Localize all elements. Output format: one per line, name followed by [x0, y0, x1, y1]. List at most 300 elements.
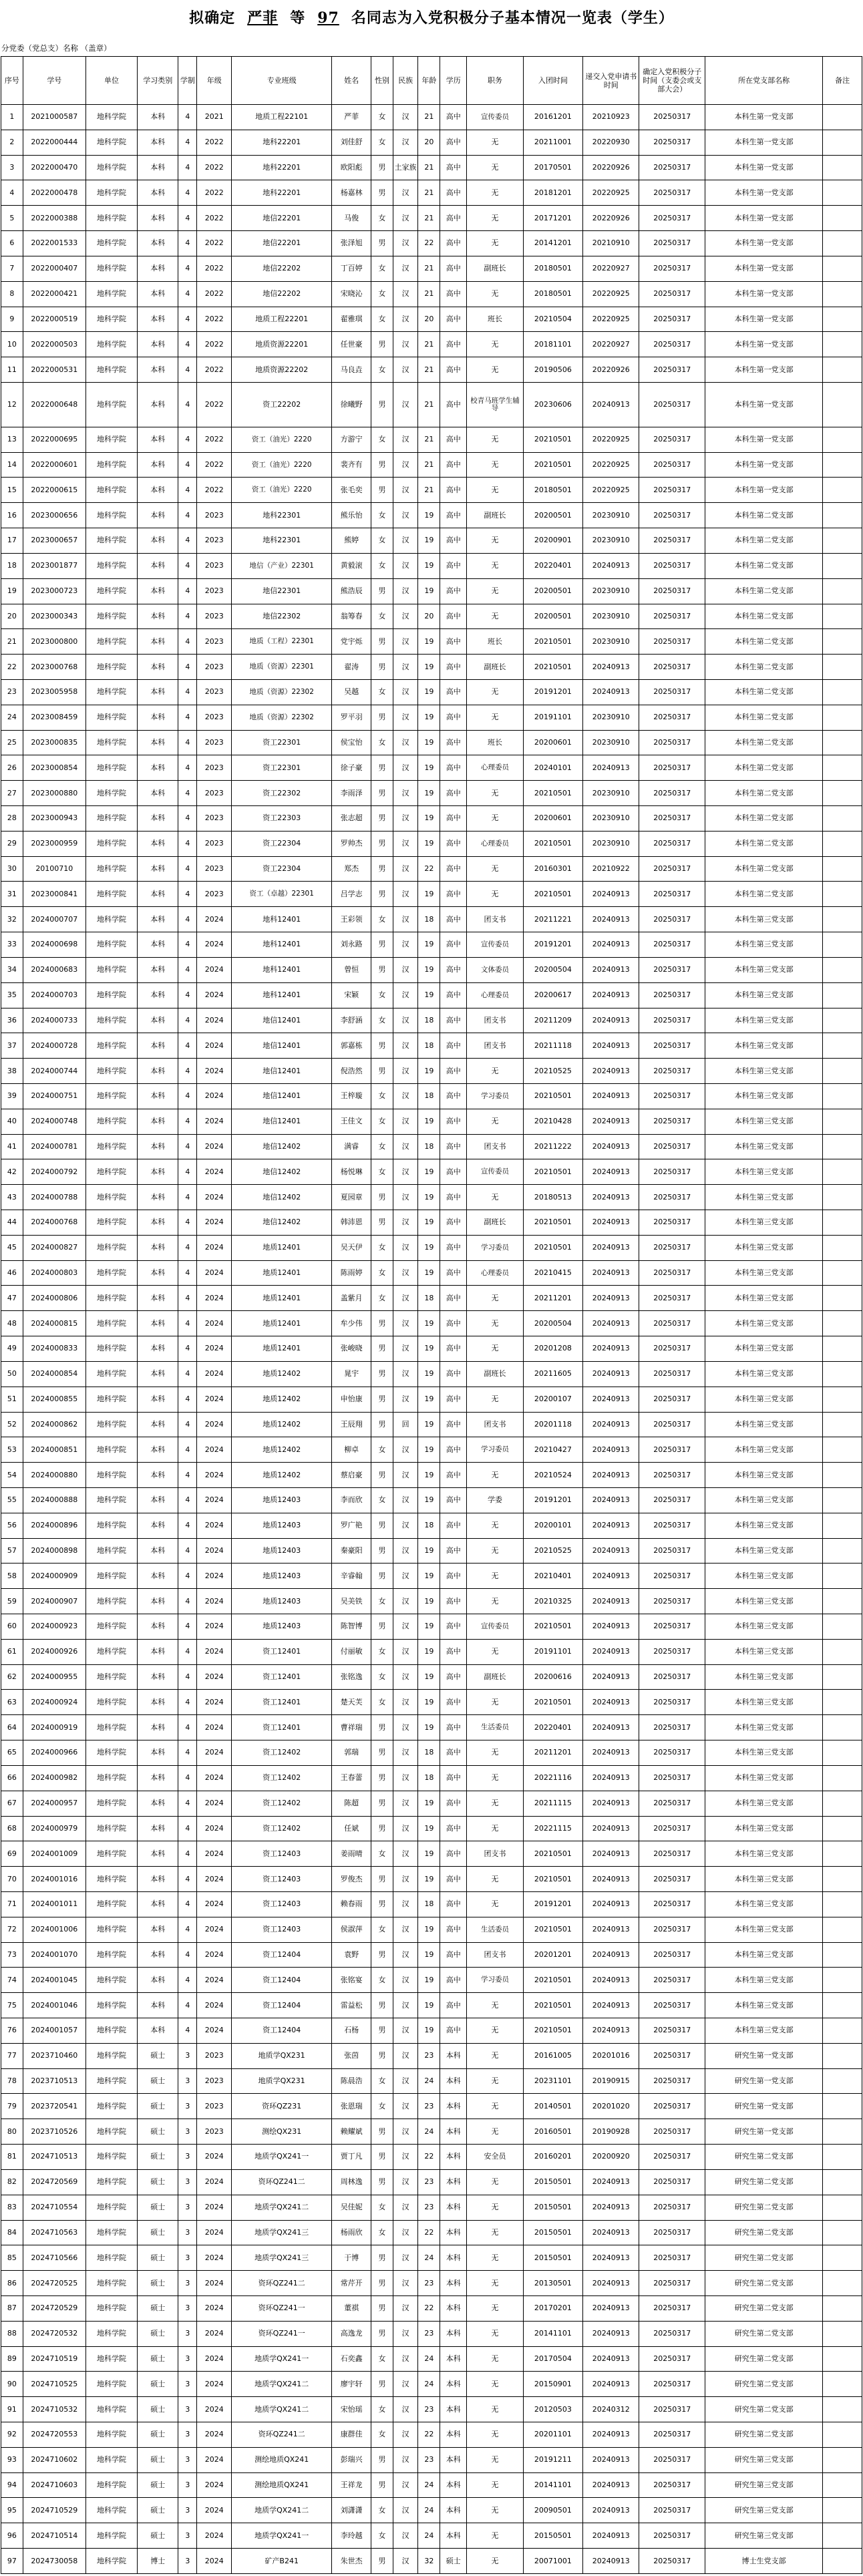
table-cell: 28	[1, 806, 23, 832]
table-cell: 20180501	[523, 281, 582, 307]
table-cell: 硕士	[138, 2447, 178, 2472]
table-cell: 本科	[138, 1765, 178, 1791]
table-cell: 汉	[393, 2169, 418, 2195]
table-row	[1, 1336, 862, 1362]
table-cell: 地科学院	[85, 231, 137, 256]
table-cell: 本科	[138, 503, 178, 528]
table-cell: 4	[178, 155, 197, 180]
table-cell: 高中	[440, 781, 467, 806]
table-cell: 66	[1, 1765, 23, 1791]
table-cell: 研究生第一党支部	[705, 2119, 823, 2145]
table-cell: 本科	[440, 2245, 467, 2271]
table-cell: 20240913	[582, 2195, 639, 2220]
table-cell: 宣传委员	[467, 932, 524, 958]
table-cell: 汉	[393, 427, 418, 452]
table-cell: 男	[371, 2447, 393, 2472]
table-cell: 2023000854	[23, 755, 85, 781]
table-cell: 20250317	[639, 180, 705, 206]
table-cell: 20250317	[639, 382, 705, 427]
table-row	[1, 105, 862, 130]
table-cell: 汉	[393, 1740, 418, 1766]
table-row	[1, 1513, 862, 1538]
table-cell: 无	[467, 1690, 524, 1715]
table-cell: 汉	[393, 882, 418, 907]
table-cell: 52	[1, 1412, 23, 1437]
table-cell: 62	[1, 1664, 23, 1690]
table-cell: 本科生第三党支部	[705, 1639, 823, 1664]
table-cell: 19	[418, 1563, 440, 1589]
table-cell: 3	[178, 2068, 197, 2094]
table-cell: 李舒涵	[332, 1008, 371, 1033]
table-cell: 地信22201	[232, 231, 332, 256]
table-row	[1, 2245, 862, 2271]
table-cell: 高中	[440, 332, 467, 357]
table-cell: 资工（油光）2220	[232, 478, 332, 503]
table-cell: 地科学院	[85, 2472, 137, 2498]
table-cell: 男	[371, 1185, 393, 1210]
table-cell: 地科学院	[85, 427, 137, 452]
table-cell: 18	[418, 1891, 440, 1917]
table-cell: 20130501	[523, 2271, 582, 2296]
table-cell: 地科学院	[85, 1210, 137, 1236]
table-cell: 20250317	[639, 1210, 705, 1236]
table-cell: 18	[418, 1083, 440, 1109]
table-cell: 4	[178, 856, 197, 882]
table-cell	[823, 1942, 862, 1968]
table-cell	[823, 105, 862, 130]
table-cell: 本科生第二党支部	[705, 679, 823, 705]
table-cell: 31	[1, 882, 23, 907]
table-cell: 申怡康	[332, 1387, 371, 1412]
table-cell: 地科学院	[85, 2447, 137, 2472]
table-cell: 杨嘉林	[332, 180, 371, 206]
table-cell: 4	[178, 932, 197, 958]
table-cell: 地信12402	[232, 1210, 332, 1236]
table-cell: 2024720553	[23, 2422, 85, 2448]
table-cell: 石奕鑫	[332, 2346, 371, 2372]
table-cell: 地科学院	[85, 1740, 137, 1766]
table-cell: 高中	[440, 1917, 467, 1942]
table-cell: 4	[178, 427, 197, 452]
table-cell: 2023008459	[23, 705, 85, 730]
table-row	[1, 1361, 862, 1387]
table-cell: 本科	[138, 856, 178, 882]
table-cell: 本科	[138, 1033, 178, 1059]
table-cell: 周林逸	[332, 2169, 371, 2195]
table-cell: 盖紫月	[332, 1286, 371, 1311]
table-cell: 本科生第二党支部	[705, 831, 823, 856]
table-cell: 20250317	[639, 1563, 705, 1589]
table-cell: 董祺	[332, 2295, 371, 2321]
table-cell: 20230910	[582, 730, 639, 755]
table-cell: 蔡启豪	[332, 1463, 371, 1488]
table-cell	[823, 503, 862, 528]
table-cell: 本科生第三党支部	[705, 1563, 823, 1589]
table-cell: 4	[178, 578, 197, 604]
table-cell: 王彩领	[332, 907, 371, 932]
table-cell: 2024	[197, 2145, 232, 2170]
table-cell: 熊婷	[332, 528, 371, 554]
table-cell: 高中	[440, 307, 467, 332]
table-cell: 硕士	[138, 2372, 178, 2397]
table-cell: 高中	[440, 1487, 467, 1513]
table-cell: 20250317	[639, 1968, 705, 1993]
table-cell: 地科学院	[85, 1891, 137, 1917]
table-cell: 本科生第三党支部	[705, 1791, 823, 1816]
table-cell: 19	[418, 1059, 440, 1084]
table-cell: 本科	[440, 2498, 467, 2523]
table-cell: 研究生第二党支部	[705, 2245, 823, 2271]
table-cell: 地科学院	[85, 1538, 137, 1563]
table-cell: 高中	[440, 452, 467, 478]
table-cell: 地质12403	[232, 1589, 332, 1614]
table-cell: 20250317	[639, 478, 705, 503]
table-cell: 硕士	[138, 2220, 178, 2245]
table-cell: 2024000703	[23, 982, 85, 1008]
table-cell: 资工12402	[232, 1791, 332, 1816]
table-row	[1, 2549, 862, 2574]
table-cell: 高中	[440, 1639, 467, 1664]
table-cell: 女	[371, 2346, 393, 2372]
table-cell: 2021	[197, 105, 232, 130]
table-cell: 20240913	[582, 1993, 639, 2018]
table-cell: 20250317	[639, 982, 705, 1008]
table-cell: 3	[178, 2119, 197, 2145]
table-cell: 73	[1, 1942, 23, 1968]
table-row	[1, 2094, 862, 2119]
table-cell: 90	[1, 2372, 23, 2397]
table-cell: 地科学院	[85, 1715, 137, 1740]
table-cell: 2024000815	[23, 1311, 85, 1336]
table-row	[1, 2119, 862, 2145]
table-cell: 女	[371, 1159, 393, 1185]
table-cell: 高中	[440, 907, 467, 932]
table-cell: 研究生第三党支部	[705, 2472, 823, 2498]
table-cell: 本科生第三党支部	[705, 1589, 823, 1614]
table-cell: 汉	[393, 2018, 418, 2044]
table-cell: 高中	[440, 1891, 467, 1917]
table-cell: 王梓璇	[332, 1083, 371, 1109]
table-cell: 汉	[393, 1841, 418, 1867]
table-cell: 43	[1, 1185, 23, 1210]
table-cell: 女	[371, 281, 393, 307]
table-cell: 高中	[440, 1059, 467, 1084]
table-cell: 2023	[197, 856, 232, 882]
table-cell: 19	[418, 1589, 440, 1614]
table-cell: 2024000683	[23, 957, 85, 982]
table-cell: 无	[467, 2346, 524, 2372]
table-cell: 高中	[440, 1109, 467, 1134]
table-cell: 女	[371, 1134, 393, 1159]
table-cell: 汉	[393, 2145, 418, 2170]
table-cell: 满睿	[332, 1134, 371, 1159]
table-cell: 无	[467, 882, 524, 907]
table-row	[1, 831, 862, 856]
table-cell: 本科生第一党支部	[705, 357, 823, 383]
table-cell: 19	[418, 1361, 440, 1387]
table-cell: 本科	[138, 1664, 178, 1690]
table-cell: 20250317	[639, 1917, 705, 1942]
table-cell: 2024	[197, 1563, 232, 1589]
table-cell: 资工12403	[232, 1917, 332, 1942]
table-cell: 严菲	[332, 105, 371, 130]
table-cell: 20220925	[582, 427, 639, 452]
table-cell: 2024	[197, 2195, 232, 2220]
table-cell: 20240913	[582, 655, 639, 680]
table-cell	[823, 831, 862, 856]
table-cell: 本科	[440, 2271, 467, 2296]
table-cell: 20250317	[639, 1033, 705, 1059]
table-cell: 4	[178, 831, 197, 856]
table-cell: 2024000909	[23, 1563, 85, 1589]
table-row	[1, 629, 862, 655]
table-cell: 本科生第二党支部	[705, 629, 823, 655]
table-cell: 地科学院	[85, 1917, 137, 1942]
table-cell: 翟涛	[332, 655, 371, 680]
table-cell: 本科生第三党支部	[705, 982, 823, 1008]
table-cell: 地质12402	[232, 1412, 332, 1437]
table-cell: 学习委员	[467, 1437, 524, 1463]
table-cell: 地科学院	[85, 1791, 137, 1816]
table-cell: 地科22301	[232, 503, 332, 528]
table-cell: 20250317	[639, 2472, 705, 2498]
table-cell: 地科22201	[232, 155, 332, 180]
table-cell: 4	[178, 332, 197, 357]
table-row	[1, 1260, 862, 1286]
table-cell: 无	[467, 2245, 524, 2271]
table-cell: 资工22302	[232, 781, 332, 806]
table-cell: 2024710519	[23, 2346, 85, 2372]
table-cell: 4	[178, 382, 197, 427]
table-cell: 柳卓	[332, 1437, 371, 1463]
table-cell: 郑杰	[332, 856, 371, 882]
table-cell: 雷益松	[332, 1993, 371, 2018]
table-cell: 高中	[440, 806, 467, 832]
table-cell: 彭瑞兴	[332, 2447, 371, 2472]
table-cell: 20191201	[523, 932, 582, 958]
table-cell: 无	[467, 1993, 524, 2018]
table-cell: 20250317	[639, 2549, 705, 2574]
table-cell: 20250317	[639, 806, 705, 832]
table-cell: 21	[1, 629, 23, 655]
table-cell: 无	[467, 2422, 524, 2448]
table-cell: 本科	[138, 1437, 178, 1463]
table-cell: 资环QZ231	[232, 2094, 332, 2119]
table-cell: 本科生第三党支部	[705, 1968, 823, 1993]
table-cell	[823, 1614, 862, 1640]
table-cell: 男	[371, 2119, 393, 2145]
table-cell: 地科学院	[85, 2372, 137, 2397]
table-cell: 本科生第三党支部	[705, 932, 823, 958]
table-row	[1, 982, 862, 1008]
table-cell: 78	[1, 2068, 23, 2094]
table-cell: 男	[371, 2372, 393, 2397]
table-cell: 20240913	[582, 1260, 639, 1286]
table-cell: 地科学院	[85, 2119, 137, 2145]
table-cell: 高中	[440, 755, 467, 781]
table-cell: 15	[1, 478, 23, 503]
table-cell: 21	[418, 105, 440, 130]
table-cell: 本科生第三党支部	[705, 1942, 823, 1968]
table-cell: 地科学院	[85, 382, 137, 427]
table-cell: 20250317	[639, 2295, 705, 2321]
table-cell: 19	[418, 1715, 440, 1740]
table-cell: 18	[418, 1286, 440, 1311]
table-cell: 37	[1, 1033, 23, 1059]
title-count: 97	[317, 9, 339, 27]
table-cell: 研究生第三党支部	[705, 2523, 823, 2549]
table-cell: 本科生第三党支部	[705, 1765, 823, 1791]
table-cell: 本科	[138, 1185, 178, 1210]
table-cell: 汉	[393, 2068, 418, 2094]
table-cell: 本科	[440, 2220, 467, 2245]
table-cell: 20180501	[523, 478, 582, 503]
table-cell: 20200901	[523, 528, 582, 554]
table-cell: 硕士	[138, 2145, 178, 2170]
table-cell: 地科学院	[85, 452, 137, 478]
table-cell: 2024	[197, 1664, 232, 1690]
table-cell: 2022000615	[23, 478, 85, 503]
table-cell	[823, 806, 862, 832]
table-cell: 20240913	[582, 2321, 639, 2346]
table-row	[1, 2422, 862, 2448]
table-cell: 20240913	[582, 932, 639, 958]
table-cell: 女	[371, 1917, 393, 1942]
column-header: 专业班级	[232, 57, 332, 105]
table-cell: 3	[178, 2523, 197, 2549]
table-cell: 本科	[440, 2295, 467, 2321]
table-cell: 20240913	[582, 1134, 639, 1159]
table-cell: 21	[418, 478, 440, 503]
table-cell: 2024000896	[23, 1513, 85, 1538]
table-cell: 2024	[197, 2498, 232, 2523]
table-cell: 无	[467, 1538, 524, 1563]
table-cell: 地信12401	[232, 1008, 332, 1033]
table-cell: 研究生第二党支部	[705, 2295, 823, 2321]
table-cell: 4	[178, 1008, 197, 1033]
table-cell: 汉	[393, 281, 418, 307]
table-cell: 刘永路	[332, 932, 371, 958]
table-cell: 地科学院	[85, 1235, 137, 1260]
table-cell: 25	[1, 730, 23, 755]
table-cell: 研究生第二党支部	[705, 2195, 823, 2220]
table-cell: 本科生第三党支部	[705, 1917, 823, 1942]
table-cell: 男	[371, 1740, 393, 1766]
table-cell: 4	[178, 882, 197, 907]
table-cell	[823, 2169, 862, 2195]
table-cell: 本科	[138, 1387, 178, 1412]
table-cell: 20240913	[582, 1589, 639, 1614]
table-cell: 32	[418, 2549, 440, 2574]
table-cell	[823, 578, 862, 604]
table-cell: 20191201	[523, 679, 582, 705]
table-cell: 2022000444	[23, 130, 85, 155]
table-cell: 测绘QX231	[232, 2119, 332, 2145]
table-cell: 20190915	[582, 2068, 639, 2094]
table-cell: 研究生第二党支部	[705, 2220, 823, 2245]
table-cell: 地质12402	[232, 1437, 332, 1463]
table-cell: 2023	[197, 2094, 232, 2119]
table-cell: 地科学院	[85, 1463, 137, 1488]
table-cell: 4	[178, 503, 197, 528]
table-cell: 20250317	[639, 105, 705, 130]
table-cell: 19	[418, 755, 440, 781]
table-cell: 刘潇潇	[332, 2498, 371, 2523]
table-cell: 20250317	[639, 604, 705, 629]
table-cell: 硕士	[138, 2397, 178, 2422]
table-cell: 高中	[440, 105, 467, 130]
table-cell: 男	[371, 2295, 393, 2321]
table-cell: 资工12404	[232, 2018, 332, 2044]
table-cell: 赖春雨	[332, 1891, 371, 1917]
table-cell: 21	[418, 155, 440, 180]
table-cell: 2024	[197, 1765, 232, 1791]
table-cell: 高中	[440, 1589, 467, 1614]
table-cell: 男	[371, 781, 393, 806]
table-cell: 本科	[138, 155, 178, 180]
table-cell	[823, 2447, 862, 2472]
table-row	[1, 1159, 862, 1185]
table-cell: 20240913	[582, 882, 639, 907]
table-cell: 20250317	[639, 1765, 705, 1791]
table-cell: 男	[371, 2271, 393, 2296]
table-cell: 20250317	[639, 357, 705, 383]
table-cell: 20240913	[582, 1891, 639, 1917]
table-cell: 汉	[393, 105, 418, 130]
table-cell: 高中	[440, 1210, 467, 1236]
table-cell: 本科生第二党支部	[705, 528, 823, 554]
table-cell: 2023	[197, 2068, 232, 2094]
column-header: 入团时间	[523, 57, 582, 105]
table-cell: 地科学院	[85, 553, 137, 578]
table-cell: 2023	[197, 882, 232, 907]
table-cell: 4	[178, 452, 197, 478]
table-cell: 4	[178, 553, 197, 578]
table-cell: 本科生第三党支部	[705, 957, 823, 982]
table-cell: 李玲越	[332, 2523, 371, 2549]
table-cell: 本科生第一党支部	[705, 332, 823, 357]
table-cell: 马良垚	[332, 357, 371, 383]
table-cell: 高中	[440, 206, 467, 231]
table-row	[1, 307, 862, 332]
table-cell: 男	[371, 2549, 393, 2574]
table-cell: 男	[371, 155, 393, 180]
table-cell: 20250317	[639, 1437, 705, 1463]
table-cell: 20250317	[639, 578, 705, 604]
table-cell: 本科生第一党支部	[705, 382, 823, 427]
table-cell: 地科学院	[85, 2549, 137, 2574]
table-cell	[823, 907, 862, 932]
column-header: 备注	[823, 57, 862, 105]
table-cell: 2023000723	[23, 578, 85, 604]
table-cell: 13	[1, 427, 23, 452]
table-cell: 40	[1, 1109, 23, 1134]
table-cell: 2023710460	[23, 2043, 85, 2068]
table-cell: 2024	[197, 1361, 232, 1387]
table-cell: 汉	[393, 1185, 418, 1210]
table-cell: 2024	[197, 1286, 232, 1311]
table-cell: 4	[178, 1740, 197, 1766]
table-row	[1, 2321, 862, 2346]
table-cell: 2023	[197, 679, 232, 705]
table-cell: 2024710563	[23, 2220, 85, 2245]
table-cell: 4	[178, 231, 197, 256]
table-cell: 20250317	[639, 231, 705, 256]
table-cell: 19	[418, 1538, 440, 1563]
table-cell: 2024000827	[23, 1235, 85, 1260]
table-cell: 女	[371, 679, 393, 705]
table-cell: 无	[467, 452, 524, 478]
